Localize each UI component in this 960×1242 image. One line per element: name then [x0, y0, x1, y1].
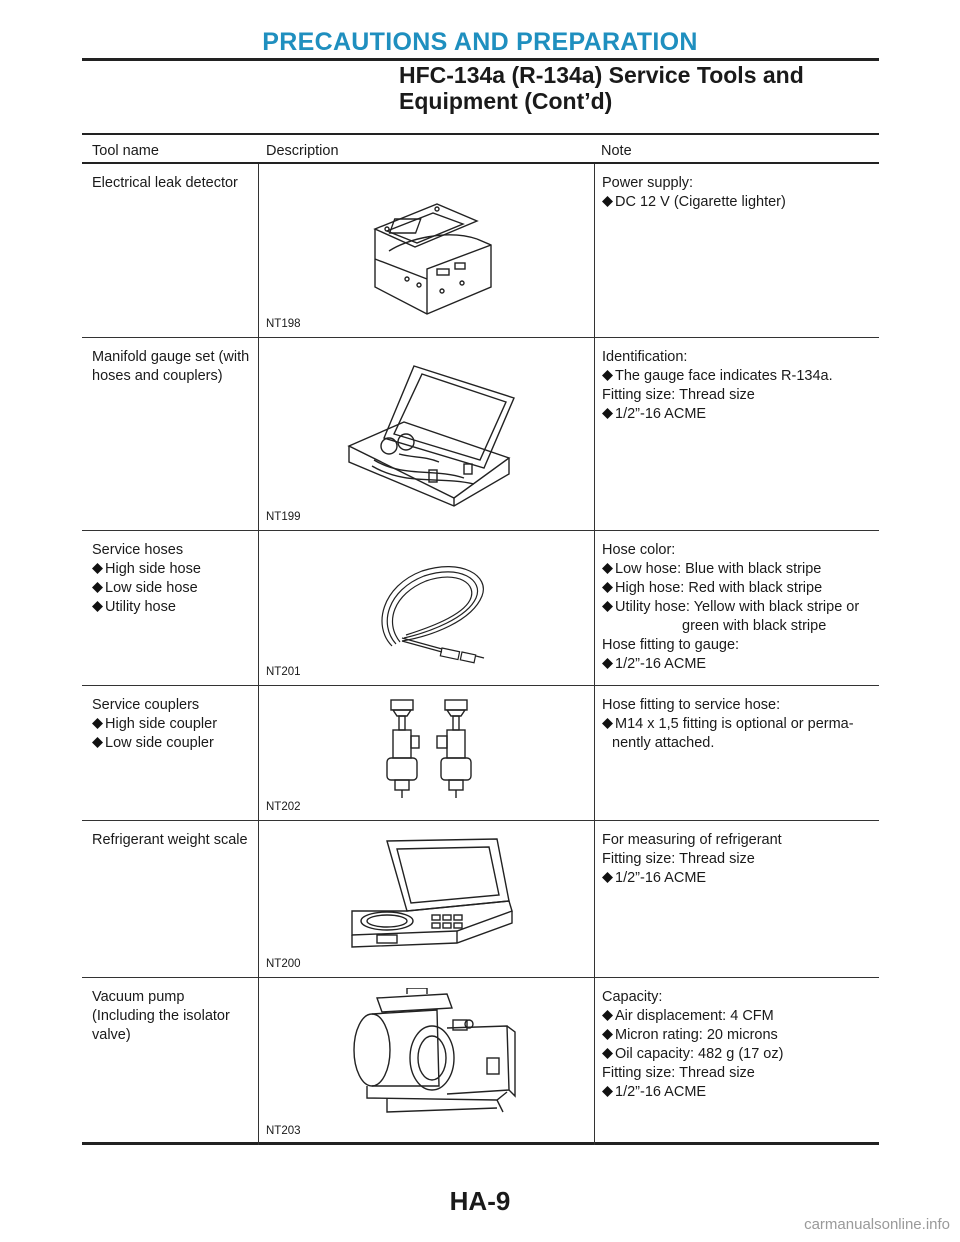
- figure-code: NT198: [266, 318, 301, 330]
- bullet-icon: [602, 718, 613, 729]
- column-header-description: Description: [266, 143, 339, 159]
- note-line: [602, 598, 872, 617]
- tool-name-cell: [82, 831, 257, 850]
- note-text: Hose fitting to gauge:: [602, 637, 740, 653]
- note-cell: [602, 988, 872, 1102]
- note-text: The gauge face indicates R-134a.: [615, 368, 833, 384]
- page-number: HA-9: [449, 1186, 511, 1216]
- figure-code: NT199: [266, 511, 301, 523]
- bullet-icon: [602, 1048, 613, 1059]
- tool-name-cell: [82, 174, 257, 193]
- tool-name-line: [82, 560, 257, 579]
- table-row: [82, 821, 879, 978]
- note-text: 1/2”-16 ACME: [615, 1084, 707, 1100]
- figure-code: NT202: [266, 801, 301, 813]
- note-line: [602, 348, 872, 367]
- tool-name-text: (Including the isolator: [92, 1008, 230, 1024]
- bullet-icon: [602, 408, 613, 419]
- note-text: 1/2”-16 ACME: [615, 656, 707, 672]
- note-line: [602, 1064, 872, 1083]
- page-title-line-2: Equipment (Cont’d): [399, 88, 613, 114]
- note-text: Oil capacity: 482 g (17 oz): [615, 1046, 784, 1062]
- note-text: Fitting size: Thread size: [602, 851, 755, 867]
- page-title-line-1: HFC-134a (R-134a) Service Tools and: [399, 62, 804, 88]
- figure-code: NT203: [266, 1125, 301, 1137]
- bullet-icon: [602, 196, 613, 207]
- bullet-icon: [602, 1010, 613, 1021]
- bullet-icon: [602, 601, 613, 612]
- bullet-icon: [602, 582, 613, 593]
- note-cell: [602, 831, 872, 888]
- service-hose-illustration: [372, 556, 492, 666]
- tool-name-text: Electrical leak detector: [92, 175, 238, 191]
- tool-name-line: [82, 715, 257, 734]
- figure-code: NT201: [266, 666, 301, 678]
- tool-name-text: Utility hose: [105, 599, 176, 615]
- leak-detector-illustration: [367, 199, 497, 319]
- header-rule: [82, 58, 879, 61]
- bullet-icon: [92, 582, 103, 593]
- column-header-tool-name: Tool name: [92, 143, 159, 159]
- note-cell: [602, 541, 872, 674]
- note-line: [602, 1007, 872, 1026]
- note-line: [602, 831, 872, 850]
- note-cell: [602, 348, 872, 424]
- tool-name-line: [82, 174, 257, 193]
- note-line: [602, 579, 872, 598]
- tool-name-line: [82, 734, 257, 753]
- tool-name-line: [82, 367, 257, 386]
- bullet-icon: [602, 1029, 613, 1040]
- bullet-icon: [602, 563, 613, 574]
- note-text: Hose color:: [602, 542, 676, 558]
- note-text: DC 12 V (Cigarette lighter): [615, 194, 786, 210]
- note-line: [602, 193, 872, 212]
- bullet-icon: [92, 718, 103, 729]
- tool-name-line: [82, 1026, 257, 1045]
- tool-name-text: Low side coupler: [105, 735, 214, 751]
- note-text: Air displacement: 4 CFM: [615, 1008, 774, 1024]
- tool-name-line: [82, 1007, 257, 1026]
- note-text: Power supply:: [602, 175, 694, 191]
- manifold-gauge-set-illustration: [344, 358, 524, 508]
- tool-name-line: [82, 579, 257, 598]
- tool-name-text: Service hoses: [92, 542, 184, 558]
- note-text: Identification:: [602, 349, 688, 365]
- tool-name-cell: [82, 988, 257, 1045]
- note-line: [602, 988, 872, 1007]
- tool-name-cell: [82, 696, 257, 753]
- table-header: [82, 135, 879, 163]
- note-line: [602, 655, 872, 674]
- note-line: [602, 367, 872, 386]
- table-row: [82, 531, 879, 686]
- note-line: [602, 1045, 872, 1064]
- note-text: Hose fitting to service hose:: [602, 697, 781, 713]
- note-text: Utility hose: Yellow with black stripe or: [615, 599, 860, 615]
- bullet-icon: [602, 872, 613, 883]
- note-text: Low hose: Blue with black stripe: [615, 561, 822, 577]
- figure-code: NT200: [266, 958, 301, 970]
- tool-name-text: Low side hose: [105, 580, 198, 596]
- bullet-icon: [602, 658, 613, 669]
- tool-name-text: Manifold gauge set (with: [92, 349, 250, 365]
- tool-name-line: [82, 348, 257, 367]
- note-line: [602, 850, 872, 869]
- bullet-icon: [602, 370, 613, 381]
- note-text: High hose: Red with black stripe: [615, 580, 823, 596]
- service-couplers-illustration: [377, 696, 487, 801]
- tool-name-text: Service couplers: [92, 697, 200, 713]
- table-row: [82, 686, 879, 821]
- table-row: [82, 338, 879, 531]
- note-text: Capacity:: [602, 989, 663, 1005]
- tool-name-text: Refrigerant weight scale: [92, 832, 248, 848]
- page-title: [399, 62, 869, 114]
- tool-name-text: High side hose: [105, 561, 201, 577]
- note-text: 1/2”-16 ACME: [615, 406, 707, 422]
- note-line: [602, 715, 872, 734]
- tool-name-text: hoses and couplers): [92, 368, 223, 384]
- note-line: [602, 560, 872, 579]
- note-text: For measuring of refrigerant: [602, 832, 782, 848]
- note-line: [602, 1026, 872, 1045]
- note-line: [602, 174, 872, 193]
- bullet-icon: [92, 563, 103, 574]
- note-text: green with black stripe: [682, 618, 827, 634]
- note-line: [602, 405, 872, 424]
- note-cell: [602, 696, 872, 753]
- bullet-icon: [92, 737, 103, 748]
- table-row: [82, 978, 879, 1145]
- note-line: [602, 541, 872, 560]
- watermark: carmanualsonline.info: [804, 1216, 950, 1233]
- note-line: [602, 636, 872, 655]
- section-heading: PRECAUTIONS AND PREPARATION: [262, 28, 698, 56]
- note-line: [602, 617, 872, 636]
- note-line: [602, 386, 872, 405]
- tool-name-text: valve): [92, 1027, 131, 1043]
- note-line: [602, 869, 872, 888]
- note-text: Fitting size: Thread size: [602, 387, 755, 403]
- note-text: nently attached.: [612, 735, 715, 751]
- column-divider-1: [258, 164, 259, 1145]
- table-row: [82, 164, 879, 338]
- tool-name-text: Vacuum pump: [92, 989, 185, 1005]
- note-text: 1/2”-16 ACME: [615, 870, 707, 886]
- tool-name-line: [82, 831, 257, 850]
- tool-name-text: High side coupler: [105, 716, 218, 732]
- note-text: Fitting size: Thread size: [602, 1065, 755, 1081]
- tool-name-line: [82, 598, 257, 617]
- note-text: M14 x 1,5 fitting is optional or perma-: [615, 716, 854, 732]
- note-line: [602, 696, 872, 715]
- note-cell: [602, 174, 872, 212]
- tool-name-line: [82, 696, 257, 715]
- tool-name-line: [82, 988, 257, 1007]
- weight-scale-illustration: [347, 831, 517, 956]
- note-line: [602, 734, 872, 753]
- tool-name-cell: [82, 541, 257, 617]
- vacuum-pump-illustration: [347, 988, 517, 1118]
- tool-name-cell: [82, 348, 257, 386]
- bullet-icon: [602, 1086, 613, 1097]
- tool-name-line: [82, 541, 257, 560]
- bullet-icon: [92, 601, 103, 612]
- column-header-note: Note: [601, 143, 632, 159]
- note-line: [602, 1083, 872, 1102]
- note-text: Micron rating: 20 microns: [615, 1027, 778, 1043]
- column-divider-2: [594, 164, 595, 1145]
